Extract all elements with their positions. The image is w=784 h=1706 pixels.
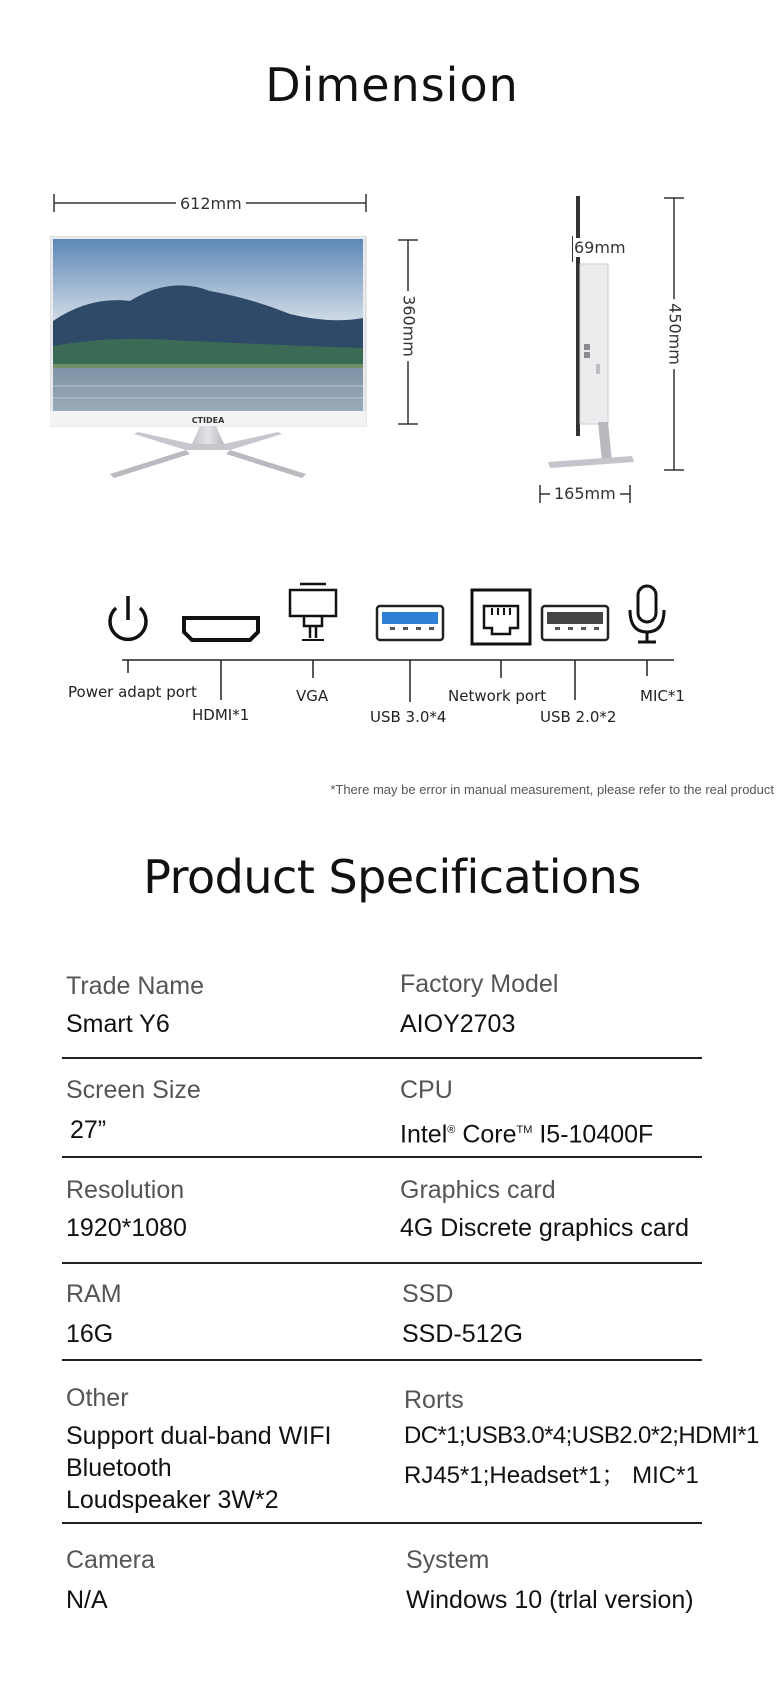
- row-divider: [62, 1522, 702, 1524]
- spec-value: Windows 10 (trlal version): [406, 1586, 694, 1614]
- cpu-value: Intel® Core™ I5-10400F: [400, 1120, 654, 1149]
- spec-value: 1920*1080: [66, 1214, 187, 1242]
- spec-label: Rorts: [404, 1386, 464, 1414]
- spec-value: RJ45*1;Headset*1； MIC*1: [404, 1462, 699, 1489]
- port-vga-label: VGA: [296, 687, 329, 705]
- spec-value: 27”: [70, 1116, 107, 1144]
- total-height-label: 450mm: [666, 299, 685, 369]
- row-divider: [62, 1156, 702, 1158]
- depth-tick: [572, 236, 573, 262]
- row-divider: [62, 1359, 702, 1361]
- port-hdmi-label: HDMI*1: [192, 706, 250, 724]
- width-label: 612mm: [176, 194, 246, 213]
- port-network-label: Network port: [448, 687, 547, 705]
- row-divider: [62, 1262, 702, 1264]
- vga-icon: [290, 584, 336, 640]
- spec-value: N/A: [66, 1586, 108, 1614]
- spec-label: Camera: [66, 1546, 155, 1574]
- spec-label: SSD: [402, 1280, 454, 1308]
- spec-value: DC*1;USB3.0*4;USB2.0*2;HDMI*1: [404, 1422, 759, 1449]
- port-usb2-label: USB 2.0*2: [540, 708, 617, 726]
- spec-value: 4G Discrete graphics card: [400, 1214, 690, 1242]
- spec-label: Graphics card: [400, 1176, 556, 1204]
- spec-label: Resolution: [66, 1176, 185, 1204]
- height-label: 360mm: [400, 291, 419, 361]
- spec-value: SSD-512G: [402, 1320, 523, 1348]
- specs-title: Product Specifications: [143, 850, 641, 904]
- power-icon: [110, 596, 146, 639]
- spec-value: Support dual-band WIFI: [66, 1422, 332, 1450]
- spec-label: Screen Size: [66, 1076, 201, 1104]
- spec-value: Bluetooth: [66, 1454, 172, 1482]
- spec-label: Trade Name: [66, 972, 205, 1000]
- spec-label: Other: [66, 1384, 129, 1412]
- monitor-front-image: [50, 236, 370, 484]
- base-label: 165mm: [550, 484, 620, 503]
- spec-value: AIOY2703: [400, 1010, 516, 1038]
- depth-label: 69mm: [574, 238, 626, 257]
- row-divider: [62, 1057, 702, 1059]
- port-mic-label: MIC*1: [640, 687, 685, 705]
- spec-label: Factory Model: [400, 970, 559, 998]
- dimension-title: Dimension: [265, 58, 519, 112]
- port-power-label: Power adapt port: [68, 683, 197, 701]
- spec-value: 16G: [66, 1320, 114, 1348]
- usb3-icon: [377, 606, 443, 640]
- spec-value: Loudspeaker 3W*2: [66, 1486, 279, 1514]
- network-icon: [472, 590, 530, 644]
- measurement-note: *There may be error in manual measurement, please refer to the real product: [330, 782, 774, 797]
- usb2-icon: [542, 606, 608, 640]
- hdmi-icon: [184, 618, 258, 640]
- mic-icon: [630, 586, 664, 642]
- spec-label: CPU: [400, 1076, 453, 1104]
- spec-label: RAM: [66, 1280, 122, 1308]
- monitor-side-image: [540, 194, 640, 474]
- port-usb3-label: USB 3.0*4: [370, 708, 447, 726]
- spec-label: System: [406, 1546, 490, 1574]
- spec-value: Smart Y6: [66, 1010, 170, 1038]
- brand-logo: CTIDEA: [191, 416, 225, 425]
